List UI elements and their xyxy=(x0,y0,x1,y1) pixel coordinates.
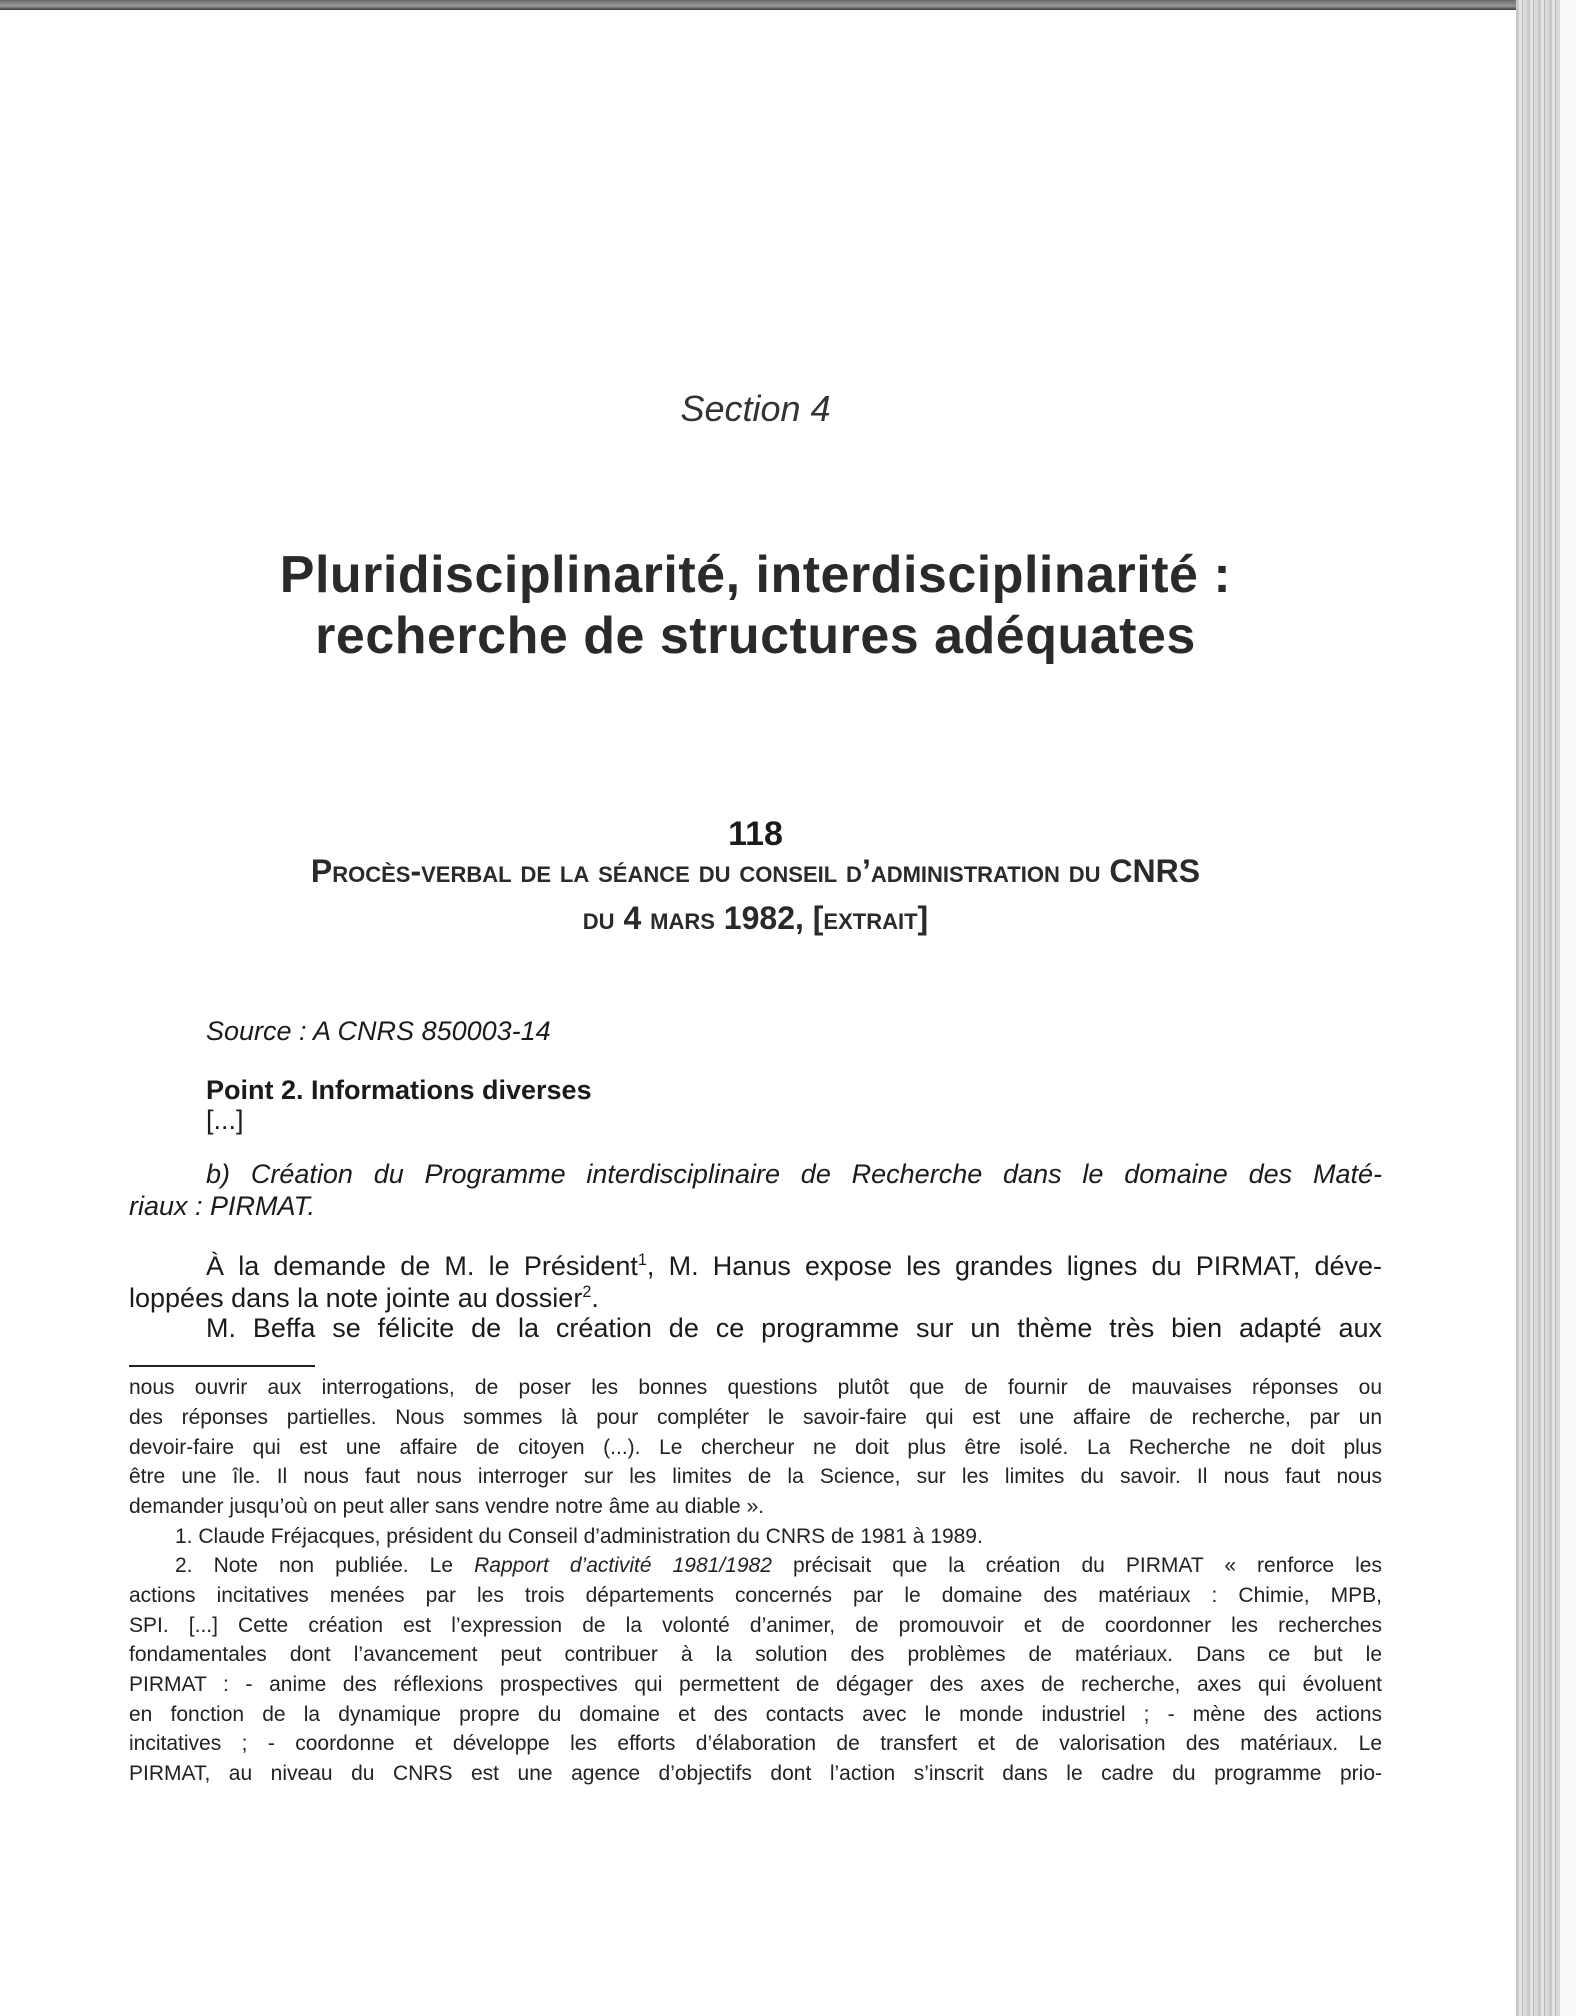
body-text: À la demande de M. le Président xyxy=(206,1251,638,1281)
document-number: 118 xyxy=(728,815,783,853)
footnote-citation-title: Rapport d’activité 1981/1982 xyxy=(474,1554,772,1577)
body-text: , M. Hanus expose les grandes lignes du PIRMAT, déve- xyxy=(646,1251,1382,1281)
point-heading: Point 2. Informations diverses xyxy=(206,1075,592,1105)
footnote-2-line-1 xyxy=(175,1552,1382,1580)
footnote-1: 1. Claude Fréjacques, président du Conseil d’administration du CNRS de 1981 à 1989. xyxy=(175,1525,983,1548)
scan-top-border xyxy=(0,0,1530,10)
section-label: Section 4 xyxy=(680,388,831,429)
footnote-continued-line: être une île. Il nous faut nous interroger sur les limites de la Science, sur les limites du savoir. Il nous faut nous xyxy=(129,1465,1382,1488)
body-paragraph-2-line-1: M. Beffa se félicite de la création de ce programme sur un thème très bien adapté aux xyxy=(206,1313,1382,1343)
footnote-2-line: incitatives ; - coordonne et développe les efforts d’élaboration de transfert et de valorisation des matériaux. Le xyxy=(129,1732,1382,1755)
body-text: loppées dans la note jointe au dossier xyxy=(129,1283,583,1313)
document-title-line-1: Procès-verbal de la séance du conseil d’administration du CNRS xyxy=(310,853,1201,889)
footnote-2-line: PIRMAT, au niveau du CNRS est une agence d’objectifs dont l’action s’inscrit dans le cadre du programme prio- xyxy=(129,1762,1382,1785)
subheading-line-2: riaux : PIRMAT. xyxy=(129,1191,316,1221)
subheading-line-1: b) Création du Programme interdisciplinaire de Recherche dans le domaine des Maté- xyxy=(206,1159,1382,1189)
footnote-2-line: actions incitatives menées par les trois départements concernés par le domaine des matériaux : Chimie, MPB, xyxy=(129,1584,1382,1607)
footnote-ref-2[interactable]: 2 xyxy=(582,1283,592,1301)
chapter-title-line-2: recherche de structures adéquates xyxy=(315,607,1196,665)
body-paragraph-1-line-1 xyxy=(206,1250,1382,1282)
body-paragraph-1-line-2 xyxy=(129,1282,1382,1314)
footnote-continued-line: des réponses partielles. Nous sommes là pour compléter le savoir-faire qui est une affaire de recherche, par un xyxy=(129,1406,1382,1429)
footnote-continued-line: demander jusqu’où on peut aller sans vendre notre âme au diable ». xyxy=(129,1495,765,1518)
footnote-2-line: fondamentales dont l’avancement peut contribuer à la solution des problèmes de matériaux. Dans ce but le xyxy=(129,1643,1382,1666)
footnote-continued-line: devoir-faire qui est une affaire de citoyen (...). Le chercheur ne doit plus être isolé. La Recherche ne doit plus xyxy=(129,1436,1382,1459)
footnote-2-line: PIRMAT : - anime des réflexions prospectives qui permettent de dégager des axes de recherche, axes qui évoluent xyxy=(129,1673,1382,1696)
footnote-2-line: en fonction de la dynamique propre du domaine et des contacts avec le monde industriel ; - mène des actions xyxy=(129,1703,1382,1726)
book-page-edges xyxy=(1516,0,1560,2016)
ellipsis: [...] xyxy=(206,1105,244,1135)
scan-margin xyxy=(1560,0,1576,2016)
footnote-2-line: SPI. [...] Cette création est l’expression de la volonté d’animer, de promouvoir et de coordonner les recherches xyxy=(129,1614,1382,1637)
footnote-text: précisait que la création du PIRMAT « renforce les xyxy=(771,1554,1382,1577)
footnote-separator xyxy=(129,1365,315,1367)
body-text: . xyxy=(591,1283,599,1313)
footnote-ref-1[interactable]: 1 xyxy=(637,1251,647,1269)
footnote-text: 2. Note non publiée. Le xyxy=(175,1554,475,1577)
chapter-title-line-1: Pluridisciplinarité, interdisciplinarité : xyxy=(279,546,1232,604)
document-title-line-2: du 4 mars 1982, [extrait] xyxy=(582,900,929,936)
source-line: Source : A CNRS 850003-14 xyxy=(206,1016,551,1046)
footnote-continued-line: nous ouvrir aux interrogations, de poser les bonnes questions plutôt que de fournir de mauvaises réponses ou xyxy=(129,1376,1382,1399)
